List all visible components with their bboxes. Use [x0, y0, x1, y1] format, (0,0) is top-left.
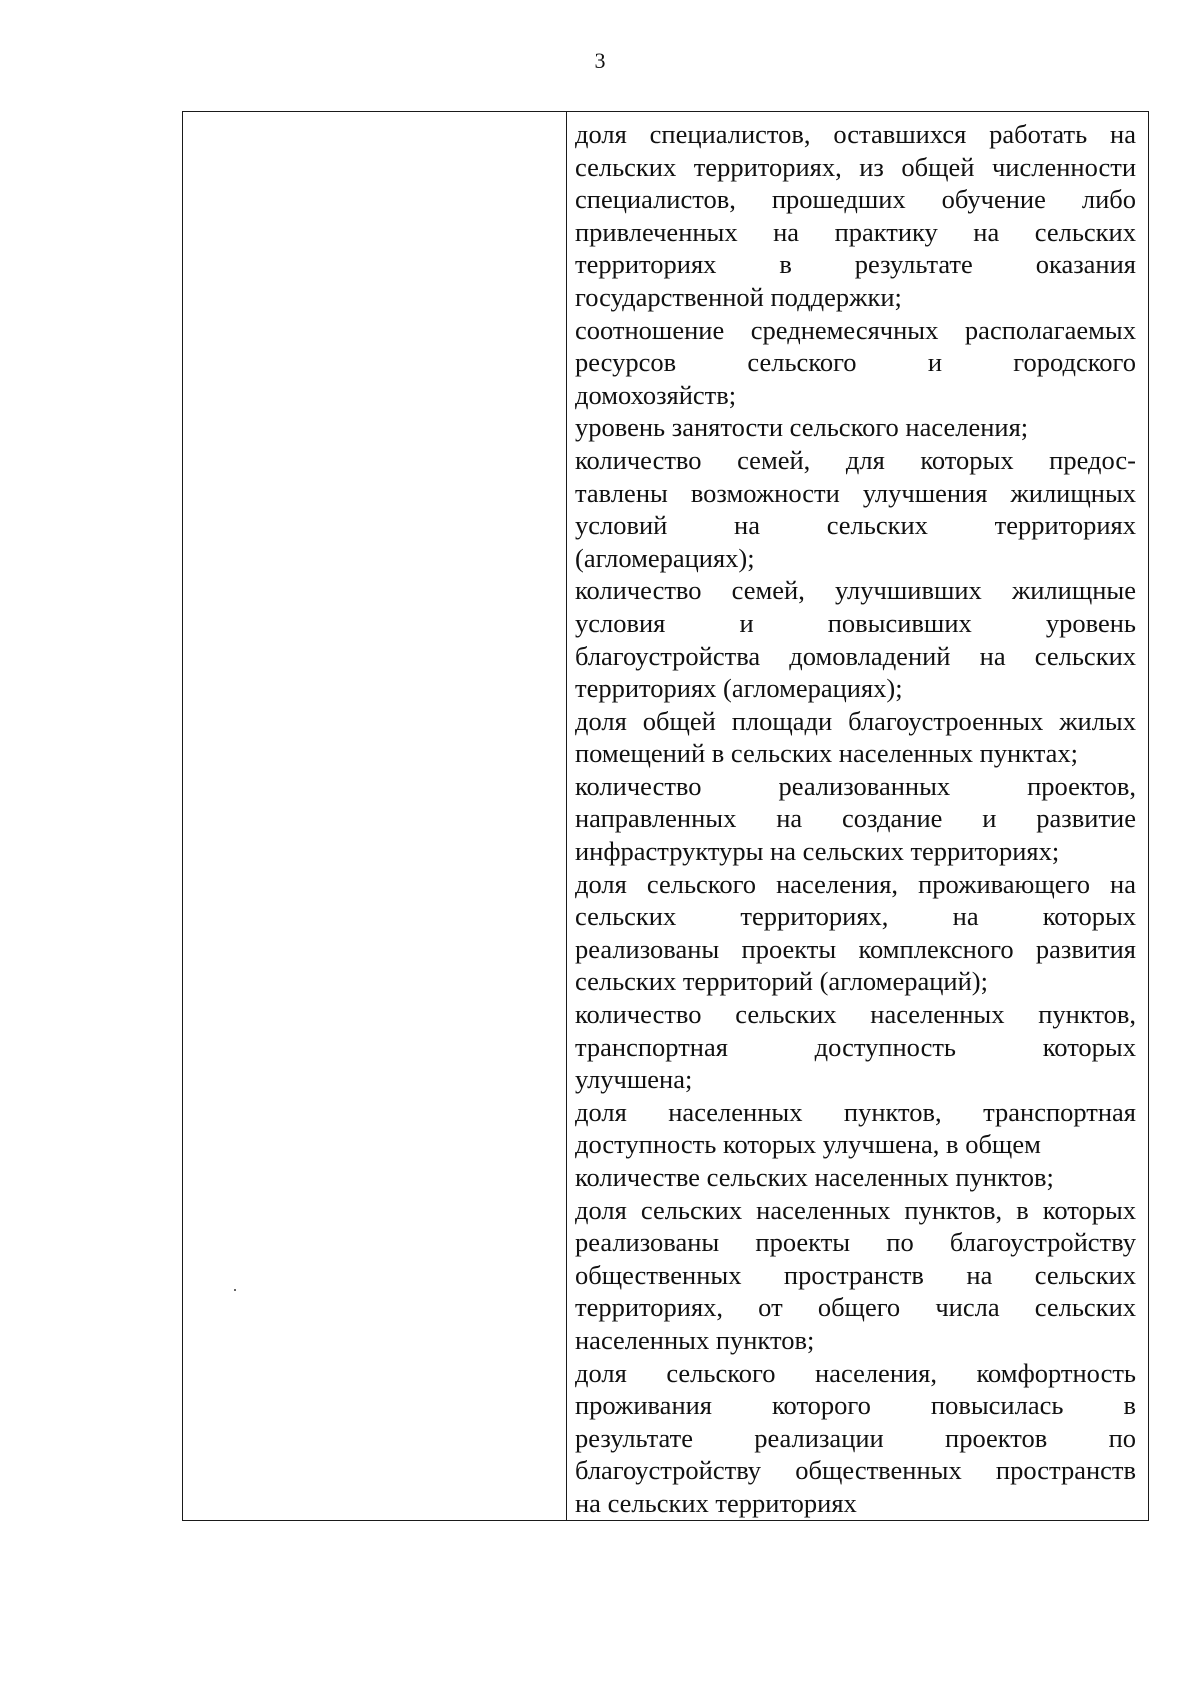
- text-line: государственной поддержки;: [575, 281, 902, 312]
- text-line: благоустройству общественных пространств: [575, 1455, 1136, 1486]
- text-line: доля специалистов, оставшихся работать на: [575, 119, 1136, 149]
- text-line: территориях (агломерациях);: [575, 673, 903, 704]
- text-line: общественных пространств на сельских: [575, 1259, 1136, 1290]
- text-line: количество семей, улучшивших жилищные: [575, 575, 1136, 606]
- text-line: результате реализации проектов по: [575, 1422, 1136, 1453]
- text-line: доступность которых улучшена, в общем: [575, 1129, 1041, 1160]
- text-line: улучшена;: [575, 1064, 693, 1095]
- text-line: количестве сельских населенных пунктов;: [575, 1162, 1054, 1192]
- text-line: количество сельских населенных пунктов,: [575, 999, 1136, 1030]
- text-line: уровень занятости сельского населения;: [575, 412, 1029, 443]
- scan-speck: [234, 1289, 236, 1291]
- text-line: соотношение среднемесячных располагаемых: [575, 314, 1136, 345]
- text-line: специалистов, прошедших обучение либо: [575, 184, 1136, 215]
- text-line: привлеченных на практику на сельских: [575, 216, 1136, 247]
- text-line: количество семей, для которых предос-: [575, 444, 1136, 475]
- text-line: помещений в сельских населенных пунктах;: [575, 738, 1079, 769]
- page-number: 3: [594, 48, 606, 73]
- text-line: территориях в результате оказания: [575, 249, 1136, 280]
- text-line: доля сельского населения, проживающего на: [575, 868, 1136, 899]
- text-line: доля сельских населенных пунктов, в которых: [575, 1194, 1136, 1225]
- text-line: количество реализованных проектов,: [575, 770, 1136, 801]
- text-line: на сельских территориях: [575, 1487, 857, 1518]
- text-line: домохозяйств;: [575, 379, 737, 410]
- text-line: реализованы проекты по благоустройству: [575, 1227, 1136, 1258]
- text-line: доля сельского населения, комфортность: [575, 1357, 1136, 1388]
- text-line: инфраструктуры на сельских территориях;: [575, 836, 1060, 867]
- text-line: тавлены возможности улучшения жилищных: [575, 477, 1136, 508]
- text-line: условий на сельских территориях: [575, 510, 1136, 541]
- text-line: проживания которого повысилась в: [575, 1390, 1136, 1421]
- text-line: транспортная доступность которых: [575, 1031, 1136, 1062]
- text-line: ресурсов сельского и городского: [575, 347, 1136, 378]
- text-line: населенных пунктов;: [575, 1324, 815, 1355]
- text-line: доля общей площади благоустроенных жилых: [575, 705, 1136, 736]
- document-table: [182, 111, 1149, 1521]
- text-line: (агломерациях);: [575, 542, 755, 573]
- text-line: благоустройства домовладений на сельских: [575, 640, 1136, 671]
- text-line: сельских территорий (агломераций);: [575, 966, 988, 997]
- text-line: условия и повысивших уровень: [575, 607, 1136, 638]
- text-line: реализованы проекты комплексного развития: [575, 933, 1136, 964]
- table-right-column: [567, 112, 1148, 1520]
- text-line: сельских территориях, из общей численности: [575, 151, 1136, 182]
- text-line: территориях, от общего числа сельских: [575, 1292, 1136, 1323]
- table-left-column: [183, 112, 567, 1520]
- text-line: сельских территориях, на которых: [575, 901, 1136, 932]
- text-line: направленных на создание и развитие: [575, 803, 1136, 834]
- text-line: доля населенных пунктов, транспортная: [575, 1096, 1136, 1127]
